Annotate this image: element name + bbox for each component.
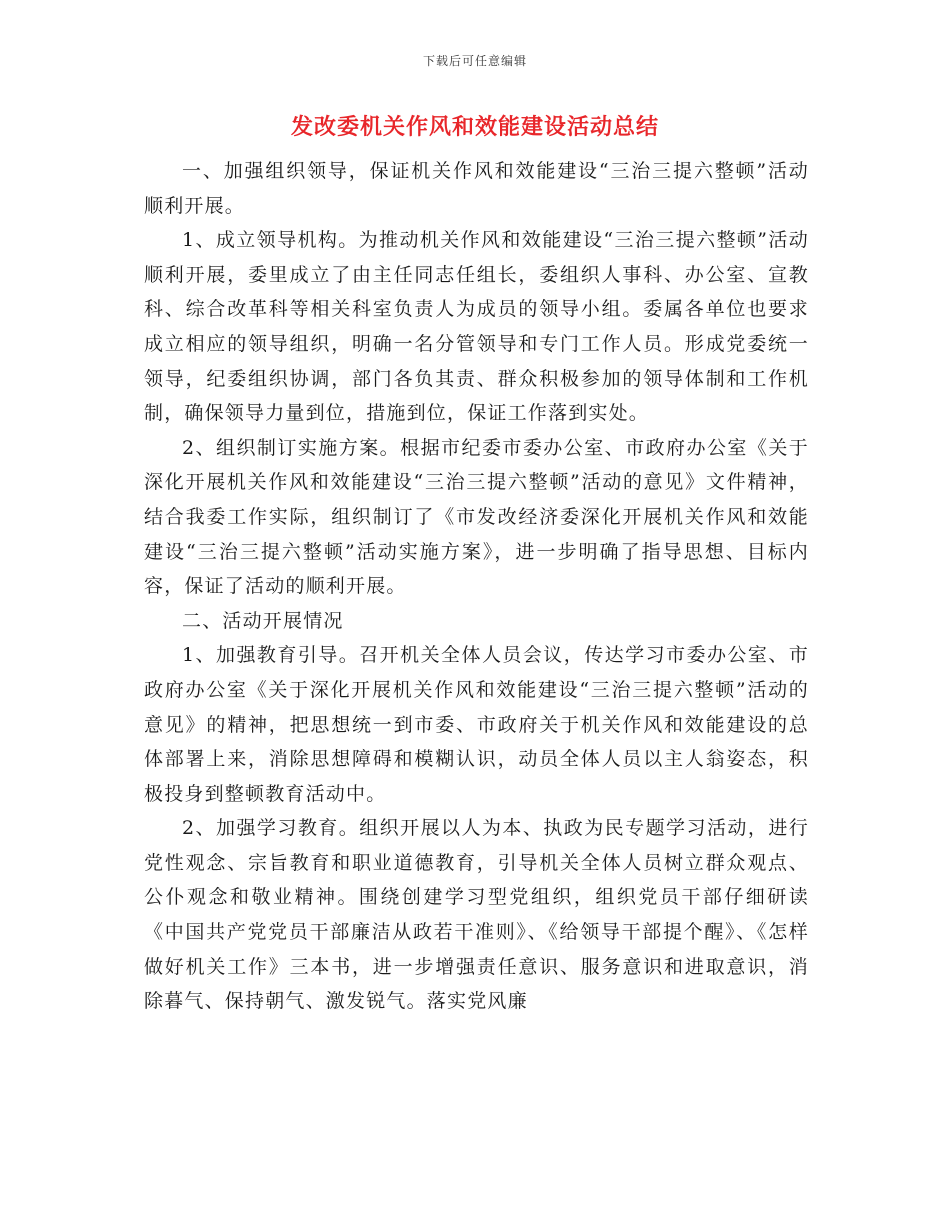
paragraph-section-2-heading: 二、活动开展情况 xyxy=(182,609,344,632)
paragraph-education-guidance: 1、加强教育引导。召开机关全体人员会议，传达学习市委办公室、市政府办公室《关于深化开展机关作风和效能建设“三治三提六整顿”活动的意见》的精神，把思想统一到市委、市政府关于机关作风和效能建设的总体部署上来，消除思想障碍和模糊认识，动员全体人员以主人翁姿态，积极投身到整顿教育活动中。 xyxy=(144,644,809,805)
page-header-note: 下载后可任意编辑 xyxy=(422,54,527,68)
paragraph-leadership-body: 1、成立领导机构。为推动机关作风和效能建设“三治三提六整顿”活动顺利开展，委里成立了由主任同志任组长，委组织人事科、办公室、宣教科、综合改革科等相关科室负责人为成员的领导小组。委属各单位也要求成立相应的领导组织，明确一名分管领导和专门工作人员。形成党委统一领导，纪委组织协调，部门各负其责、群众积极参加的领导体制和工作机制，确保领导力量到位，措施到位，保证工作落到实处。 xyxy=(144,229,809,425)
paragraph-section-1-heading: 一、加强组织领导，保证机关作风和效能建设“三治三提六整顿”活动顺利开展。 xyxy=(144,160,809,217)
document-title: 发改委机关作风和效能建设活动总结 xyxy=(290,114,659,140)
document-body xyxy=(144,154,809,1019)
paragraph-implementation-plan: 2、组织制订实施方案。根据市纪委市委办公室、市政府办公室《关于深化开展机关作风和效能建设“三治三提六整顿”活动的意见》文件精神，结合我委工作实际，组织制订了《市发改经济委深化开展机关作风和效能建设“三治三提六整顿”活动实施方案》，进一步明确了指导思想、目标内容，保证了活动的顺利开展。 xyxy=(144,436,809,598)
paragraph-study-education: 2、加强学习教育。组织开展以人为本、执政为民专题学习活动，进行党性观念、宗旨教育和职业道德教育，引导机关全体人员树立群众观点、公仆观念和敬业精神。围绕创建学习型党组织，组织党员干部仔细研读《中国共产党党员干部廉洁从政若干准则》、《给领导干部提个醒》、《怎样做好机关工作》三本书，进一步增强责任意识、服务意识和进取意识，消除暮气、保持朝气、激发锐气。落实党风廉 xyxy=(144,817,809,1013)
